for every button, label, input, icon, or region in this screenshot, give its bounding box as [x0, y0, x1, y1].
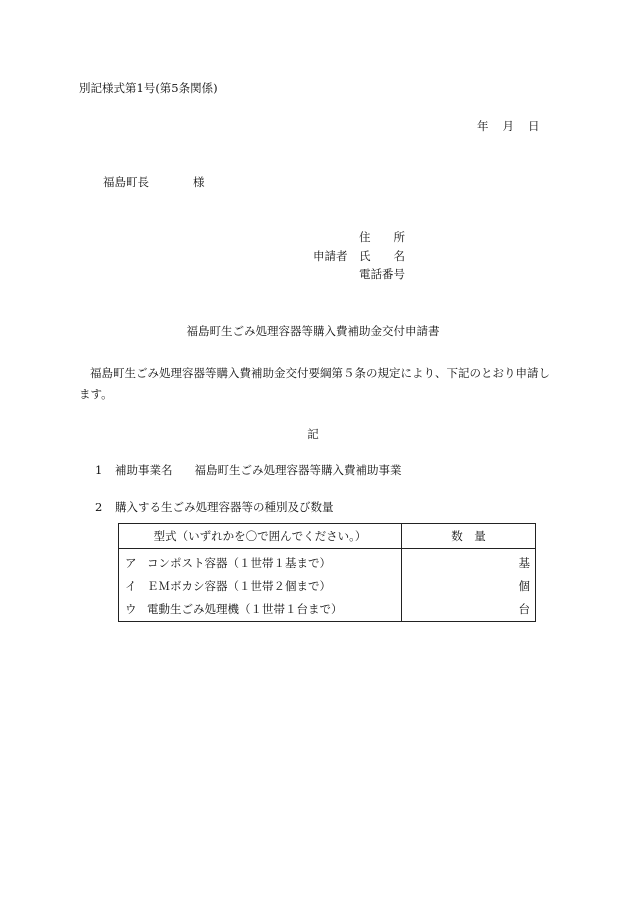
table-header-row — [119, 524, 536, 549]
item-2-label: 購入する生ごみ処理容器等の種別及び数量 — [115, 500, 334, 514]
header-type: 型式（いずれかを〇で囲んでください。） — [119, 524, 402, 549]
row-key: ウ — [125, 602, 137, 616]
item-1-label: 補助事業名 — [115, 463, 173, 477]
addressee-honorific: 様 — [193, 175, 205, 189]
date-line — [477, 121, 540, 133]
applicant-phone-label: 電話番号 — [359, 267, 405, 281]
row-quantity-cell[interactable] — [402, 597, 536, 622]
row-type-cell — [119, 574, 402, 597]
item-1 — [95, 465, 402, 477]
row-quantity-cell[interactable] — [402, 549, 536, 575]
row-type-cell — [119, 597, 402, 622]
table-row — [119, 597, 536, 622]
row-key: イ — [125, 578, 137, 593]
row-unit: 台 — [518, 602, 530, 616]
row-type: ＥＭボカシ容器（１世帯２個まで） — [147, 578, 331, 593]
ki-row — [0, 429, 630, 441]
date-month: 月 — [502, 119, 514, 133]
row-type: 電動生ごみ処理機（１世帯１台まで） — [147, 602, 343, 616]
header-quantity: 数 量 — [402, 524, 536, 549]
item-2 — [95, 502, 334, 514]
document-title: 福島町生ごみ処理容器等購入費補助金交付申請書 — [186, 324, 440, 338]
date-year: 年 — [477, 119, 489, 133]
applicant-name-label: 氏 名 — [359, 249, 405, 263]
document-title-row — [0, 326, 630, 338]
applicant-label: 申請者 — [313, 249, 348, 263]
row-unit: 基 — [518, 555, 530, 570]
table-row — [119, 549, 536, 575]
row-type: コンポスト容器（１世帯１基まで） — [147, 555, 331, 570]
row-quantity-cell[interactable] — [402, 574, 536, 597]
form-number: 別記様式第1号(第5条関係) — [79, 81, 218, 95]
row-key: ア — [125, 555, 137, 570]
item-1-number: 1 — [95, 463, 103, 477]
types-table — [118, 523, 536, 622]
ki-heading: 記 — [307, 427, 319, 441]
table-row — [119, 574, 536, 597]
addressee-name: 福島町長 — [103, 175, 149, 189]
row-type-cell — [119, 549, 402, 575]
date-day: 日 — [528, 119, 540, 133]
row-unit: 個 — [518, 578, 530, 593]
addressee — [103, 177, 205, 189]
applicant-address-label: 住 所 — [359, 230, 405, 244]
item-2-number: 2 — [95, 500, 103, 514]
item-1-value: 福島町生ごみ処理容器等購入費補助事業 — [194, 463, 402, 477]
body-paragraph: 福島町生ごみ処理容器等購入費補助金交付要綱第５条の規定により、下記のとおり申請します。 — [79, 366, 550, 401]
